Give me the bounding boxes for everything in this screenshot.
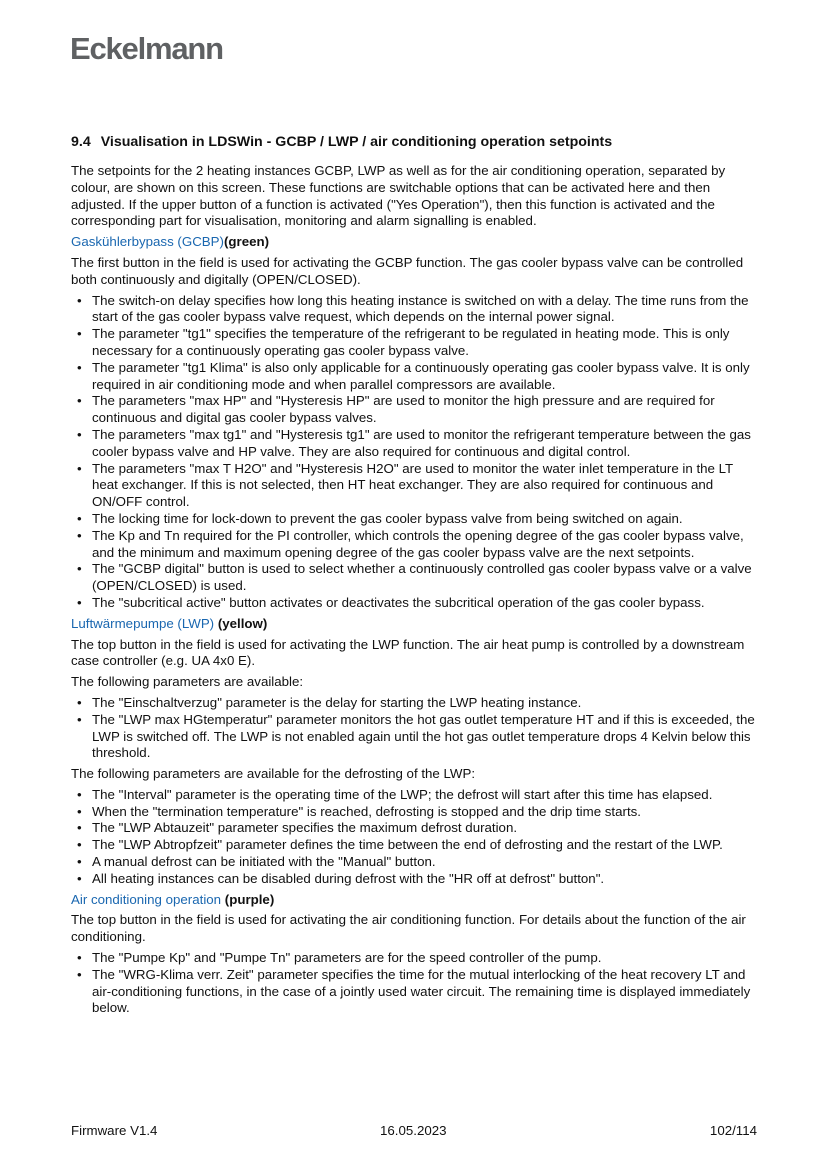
gcbp-paragraph: The first button in the field is used for activating the GCBP function. The gas cooler bypass valve can be controlled both continuously and digitally (OPEN/CLOSED). — [71, 254, 744, 287]
list-item: • When the "termination temperature" is reached, defrosting is stopped and the drip time starts. — [71, 804, 759, 821]
lwp-color: (yellow) — [217, 615, 268, 631]
list-item: • The "GCBP digital" button is used to select whether a continuously controlled gas cooler bypass valve or a valve (OPEN/CLOSED) is used. — [71, 561, 759, 595]
ac-link[interactable]: Air conditioning operation — [71, 891, 222, 907]
list-item: • A manual defrost can be initiated with the "Manual" button. — [71, 854, 759, 871]
list-item: • The parameter "tg1 Klima" is also only applicable for a continuously operating gas cooler bypass valve. It is only required in air conditioning mode and when parallel compressors are available. — [71, 360, 759, 394]
list-item: • The switch-on delay specifies how long this heating instance is switched on with a delay. The time runs from the start of the gas cooler bypass valve request, which depends on the internal power signal. — [71, 293, 759, 327]
gcbp-color: (green) — [223, 234, 270, 250]
content — [71, 133, 759, 1021]
ac-paragraph: The top button in the field is used for activating the air conditioning function. For details about the function of the air conditioning. — [71, 912, 746, 945]
list-item: • The "LWP max HGtemperatur" parameter monitors the hot gas outlet temperature HT and if this is exceeded, the LWP is switched off. The LWP is not enabled again until the hot gas outlet temperature drops 4 Kelvin below this threshold. — [71, 712, 759, 762]
intro-paragraph: The setpoints for the 2 heating instances GCBP, LWP as well as for the air conditioning operation, separated by colour, are shown on this screen. These functions are switchable options that can be activated here and then adjusted. If the upper button of a function is activated ("Yes Operation"), then this function is activated and the corresponding part for visualisation, monitoring and alarm signalling is enabled. — [71, 163, 726, 229]
gcbp-heading — [71, 234, 759, 251]
lwp-heading — [71, 616, 759, 633]
lwp-list — [71, 695, 759, 762]
list-item: • The parameters "max T H2O" and "Hysteresis H2O" are used to monitor the water inlet temperature in the LT heat exchanger. If this is not selected, then HT heat exchanger. They are also required for continuous and ON/OFF control. — [71, 461, 759, 511]
list-item: • The parameters "max tg1" and "Hysteresis tg1" are used to monitor the refrigerant temperature between the gas cooler bypass valve and HP valve. They are also required for continuous and digital control. — [71, 427, 759, 461]
list-item: • The Kp and Tn required for the PI controller, which controls the opening degree of the gas cooler bypass valve, and the minimum and maximum opening degree of the gas cooler bypass valve are the next setpoints. — [71, 528, 759, 562]
lwp-defrost-list — [71, 787, 759, 888]
list-item: • The locking time for lock-down to prevent the gas cooler bypass valve from being switched on again. — [71, 511, 759, 528]
section-heading — [71, 133, 759, 151]
footer-firmware: Firmware V1.4 — [71, 1123, 158, 1138]
list-item: • The parameters "max HP" and "Hysteresis HP" are used to monitor the high pressure and are required for continuous and digital gas cooler bypass valves. — [71, 393, 759, 427]
list-item: • The "Interval" parameter is the operating time of the LWP; the defrost will start after this time has elapsed. — [71, 787, 759, 804]
lwp-link[interactable]: Luftwärmepumpe (LWP) — [71, 615, 215, 631]
list-item: • The "Pumpe Kp" and "Pumpe Tn" parameters are for the speed controller of the pump. — [71, 950, 759, 967]
list-item: • The "WRG-Klima verr. Zeit" parameter specifies the time for the mutual interlocking of the heat recovery LT and air-conditioning functions, in the case of a jointly used water circuit. The remaining time is displayed immediately below. — [71, 967, 759, 1017]
list-item: • The "subcritical active" button activates or deactivates the subcritical operation of the gas cooler bypass. — [71, 595, 759, 612]
list-item: • All heating instances can be disabled during defrost with the "HR off at defrost" button". — [71, 871, 759, 888]
gcbp-link[interactable]: Gaskühlerbypass (GCBP) — [71, 234, 224, 250]
list-item: • The "LWP Abtauzeit" parameter specifies the maximum defrost duration. — [71, 820, 759, 837]
eckelmann-logo: Eckelmann — [70, 31, 223, 66]
gcbp-list — [71, 293, 759, 612]
lwp-paragraph-3: The following parameters are available for the defrosting of the LWP: — [71, 766, 476, 782]
section-number: 9.4 — [71, 134, 91, 150]
footer-date: 16.05.2023 — [380, 1123, 447, 1138]
list-item: • The "LWP Abtropfzeit" parameter defines the time between the end of defrosting and the restart of the LWP. — [71, 837, 759, 854]
lwp-paragraph: The top button in the field is used for activating the LWP function. The air heat pump is controlled by a downstream case controller (e.g. UA 4x0 E). — [71, 636, 745, 669]
section-title: Visualisation in LDSWin - GCBP / LWP / air conditioning operation setpoints — [100, 134, 613, 150]
lwp-paragraph-2: The following parameters are available: — [71, 674, 304, 690]
ac-heading — [71, 892, 759, 909]
list-item: • The parameter "tg1" specifies the temperature of the refrigerant to be regulated in heating mode. This is only necessary for a continuously operating gas cooler bypass valve. — [71, 326, 759, 360]
ac-list — [71, 950, 759, 1017]
ac-color: (purple) — [224, 891, 275, 907]
list-item: • The "Einschaltverzug" parameter is the delay for starting the LWP heating instance. — [71, 695, 759, 712]
footer-page-number: 102/114 — [709, 1123, 757, 1138]
